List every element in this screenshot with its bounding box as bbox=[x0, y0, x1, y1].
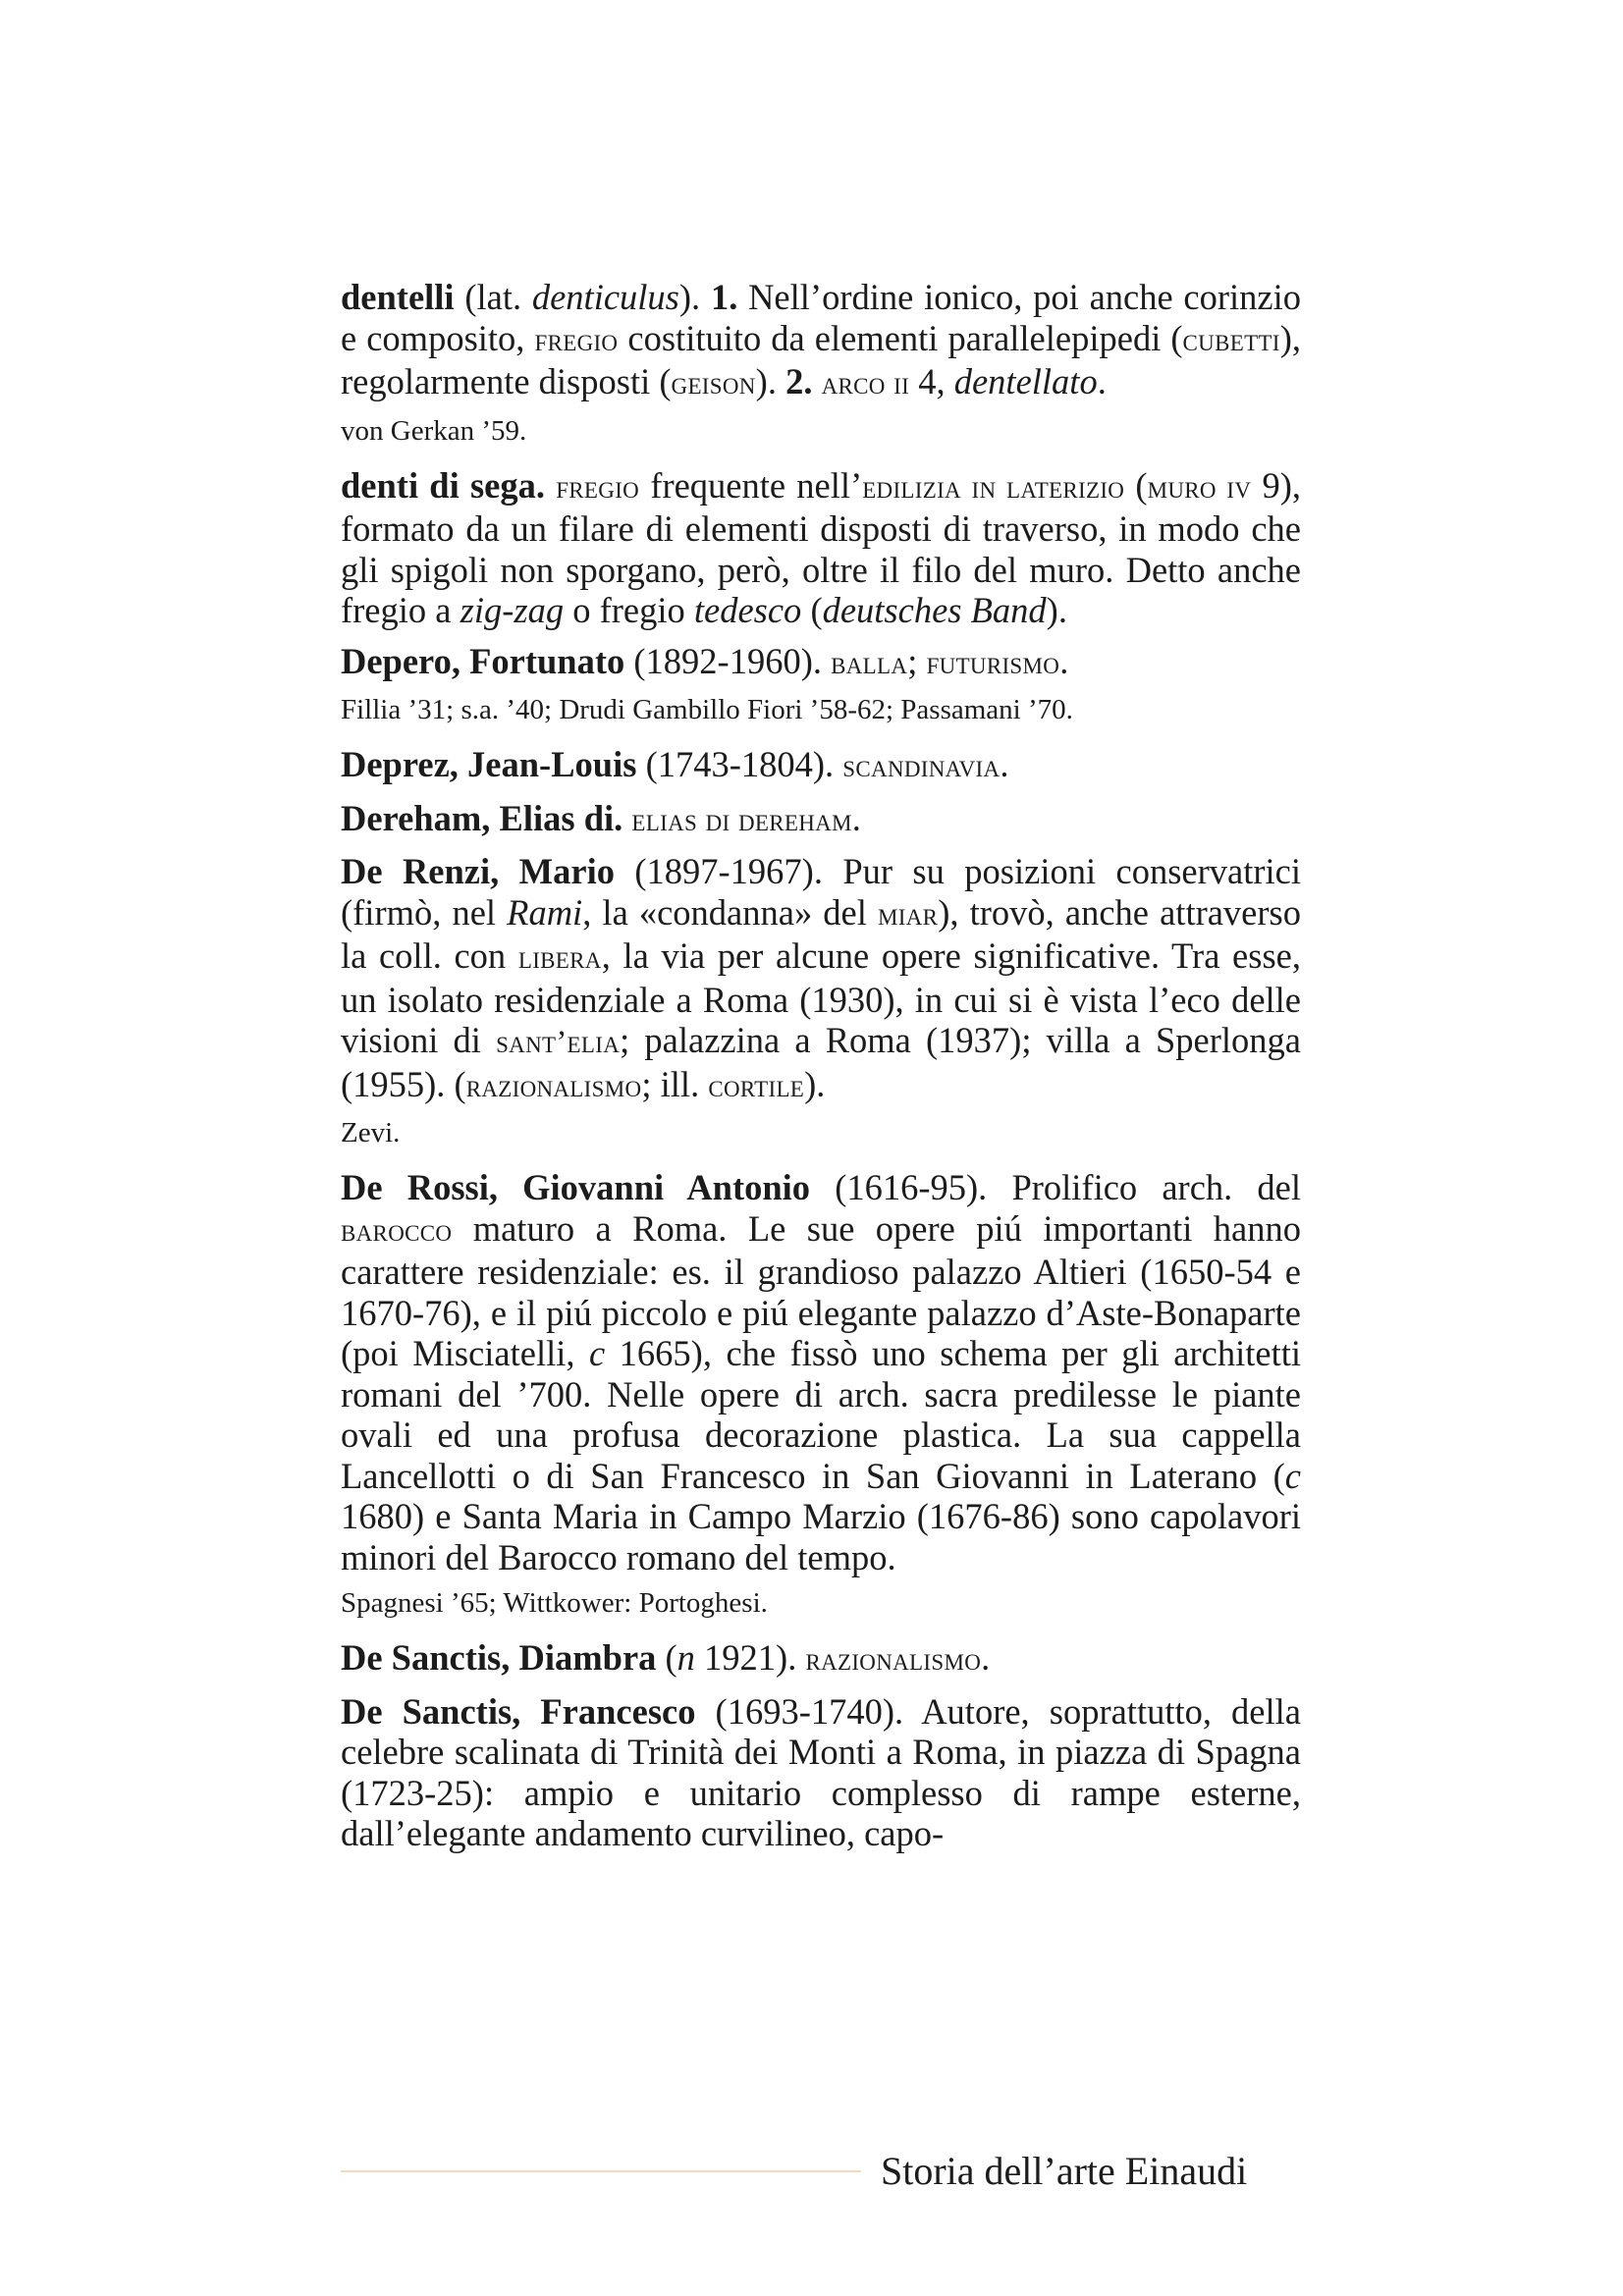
entry-text: . bbox=[1097, 361, 1107, 401]
cross-reference: cubetti bbox=[1182, 322, 1280, 358]
entry-text: o fregio bbox=[564, 590, 694, 630]
cross-reference: barocco bbox=[341, 1212, 453, 1249]
entry-text: maturo a Roma. Le sue opere piú importanti hanno carattere residenziale: es. il grandioso palazzo Altieri (1650-54 e 1670-76), e il piú piccolo e piú elegante palazzo d’Aste-Bonaparte (poi Misciatelli, bbox=[341, 1207, 1301, 1373]
entry-text: 1921). bbox=[694, 1637, 806, 1678]
entry-italic: denticulus bbox=[531, 277, 679, 317]
entry-headword: Depero, Fortunato bbox=[341, 640, 625, 681]
entry-text: ( bbox=[656, 1637, 677, 1678]
cross-reference: geison bbox=[671, 366, 756, 401]
bibliography-reference: Spagnesi ’65; Wittkower: Portoghesi. bbox=[341, 1587, 768, 1619]
entry-italic: c bbox=[1284, 1455, 1301, 1496]
entry-text: . bbox=[1000, 744, 1009, 784]
entry-headword: De Rossi, Giovanni Antonio bbox=[341, 1167, 811, 1207]
entry-headword: Deprez, Jean-Louis bbox=[341, 744, 637, 784]
sense-number: 2. bbox=[785, 361, 813, 401]
cross-reference: sant’elia bbox=[496, 1025, 621, 1060]
entry-text: (1743-1804). bbox=[636, 744, 843, 784]
entry-dereham bbox=[341, 798, 1301, 842]
entry-italic: zig-zag bbox=[460, 590, 565, 630]
entry-italic: n bbox=[676, 1637, 695, 1678]
entry-text: ). bbox=[1046, 590, 1067, 630]
entry-text: ( bbox=[1124, 464, 1148, 506]
entry-headword: denti di sega. bbox=[341, 464, 545, 506]
entry-text: 1680) e Santa Maria in Campo Marzio (1676-86) sono capolavori minori del Barocco romano del tempo. bbox=[341, 1496, 1301, 1577]
cross-reference: fregio bbox=[534, 322, 619, 358]
cross-reference: razionalismo bbox=[465, 1068, 642, 1104]
entry-text: 4, bbox=[909, 361, 954, 401]
cross-reference: futurismo bbox=[926, 645, 1060, 681]
entry-de-rossi bbox=[341, 1167, 1301, 1577]
cross-reference: fregio bbox=[556, 469, 640, 506]
cross-reference: arco ii bbox=[821, 366, 910, 401]
entry-text: (1897-1967). Pur su posizioni conservatrici (firmò, nel bbox=[341, 851, 1301, 933]
entry-de-sanctis-diambra bbox=[341, 1637, 1301, 1682]
bibliography-reference: Fillia ’31; s.a. ’40; Drudi Gambillo Fiori ’58-62; Passamani ’70. bbox=[341, 694, 1073, 725]
entry-text: ). bbox=[804, 1063, 826, 1104]
bibliography-reference: Zevi. bbox=[341, 1117, 401, 1148]
entry-text: 9), formato da un filare di elementi disposti di traverso, in modo che gli spigoli non sporgano, però, oltre il filo del muro. Detto anche fregio a bbox=[341, 464, 1302, 630]
cross-reference: scandinavia bbox=[842, 749, 1001, 784]
entry-deprez bbox=[341, 744, 1301, 788]
entry-italic: tedesco bbox=[693, 590, 802, 630]
entry-dentelli bbox=[341, 277, 1301, 405]
entry-text: ; ill. bbox=[641, 1063, 709, 1104]
footer-divider bbox=[341, 2170, 861, 2172]
entry-italic: dentellato bbox=[953, 361, 1098, 401]
entry-text: frequente nell’ bbox=[639, 464, 863, 506]
entry-headword: dentelli bbox=[341, 277, 455, 317]
entry-text: 1665), che fissò uno schema per gli architetti romani del ’700. Nelle opere di arch. sacra predilesse le piante ovali ed una profusa decorazione plastica. La sua cappella Lancellotti o di San Francesco in San Giovanni in Laterano ( bbox=[341, 1333, 1301, 1496]
entry-text: Nell’ordine ionico, poi anche corinzio e composito, bbox=[341, 277, 1302, 358]
entry-text: ( bbox=[801, 590, 823, 630]
entry-text: , la via per alcune opere significative. Tra esse, un isolato residenziale a Roma (1930), in cui si è vista l’eco delle visioni di bbox=[341, 935, 1301, 1060]
entry-de-sanctis-francesco bbox=[341, 1691, 1301, 1854]
entry-text: (1892-1960). bbox=[624, 640, 832, 681]
entry-text: ), trovò, anche attraverso la coll. con bbox=[341, 891, 1301, 976]
entry-text bbox=[812, 361, 821, 401]
entry-depero bbox=[341, 641, 1301, 685]
entry-headword: Dereham, Elias di. bbox=[341, 797, 623, 838]
entry-text: . bbox=[1059, 640, 1069, 681]
entry-text bbox=[545, 465, 556, 506]
cross-reference: elias di dereham bbox=[631, 802, 852, 838]
cross-reference: balla bbox=[831, 645, 908, 681]
cross-reference: libera bbox=[517, 940, 602, 976]
entry-de-renzi bbox=[341, 851, 1301, 1107]
cross-reference: miar bbox=[878, 896, 939, 933]
entry-text: (1616-95). Prolifico arch. del bbox=[810, 1167, 1302, 1207]
entry-text: costituito da elementi parallelepipedi ( bbox=[618, 317, 1183, 358]
dictionary-column bbox=[341, 277, 1301, 1864]
entry-text: ), regolarmente disposti ( bbox=[341, 317, 1302, 401]
cross-reference: razionalismo bbox=[805, 1642, 982, 1678]
cross-reference: edilizia in laterizio bbox=[862, 469, 1125, 506]
entry-text: , la «condanna» del bbox=[582, 891, 878, 933]
entry-headword: De Sanctis, Francesco bbox=[341, 1690, 696, 1732]
entry-headword: De Sanctis, Diambra bbox=[341, 1637, 657, 1678]
entry-italic: deutsches Band bbox=[822, 590, 1047, 630]
bibliography-reference: von Gerkan ’59. bbox=[341, 414, 527, 447]
entry-text: (1693-1740). Autore, soprattutto, della celebre scalinata di Trinità dei Monti a Roma, in piazza di Spagna (1723-25): ampio e unitario complesso di rampe esterne, dall’elegante andamento curvilineo, capo- bbox=[341, 1690, 1301, 1853]
entry-text: ; palazzina a Roma (1937); villa a Sperlonga (1955). ( bbox=[341, 1020, 1301, 1104]
entry-text: ). bbox=[755, 361, 786, 401]
entry-italic: c bbox=[589, 1333, 606, 1373]
entry-text: . bbox=[851, 797, 861, 838]
footer-publisher: Storia dell’arte Einaudi bbox=[881, 2149, 1248, 2193]
cross-reference: muro iv bbox=[1147, 469, 1252, 506]
sense-number: 1. bbox=[710, 277, 738, 317]
cross-reference: cortile bbox=[708, 1068, 805, 1104]
entry-denti-di-sega bbox=[341, 465, 1301, 631]
entry-italic: Rami bbox=[507, 891, 583, 933]
entry-text: . bbox=[981, 1637, 991, 1678]
entry-text: ; bbox=[907, 640, 927, 681]
entry-text: ). bbox=[678, 277, 711, 317]
entry-text: (lat. bbox=[454, 277, 532, 317]
entry-headword: De Renzi, Mario bbox=[341, 851, 615, 891]
